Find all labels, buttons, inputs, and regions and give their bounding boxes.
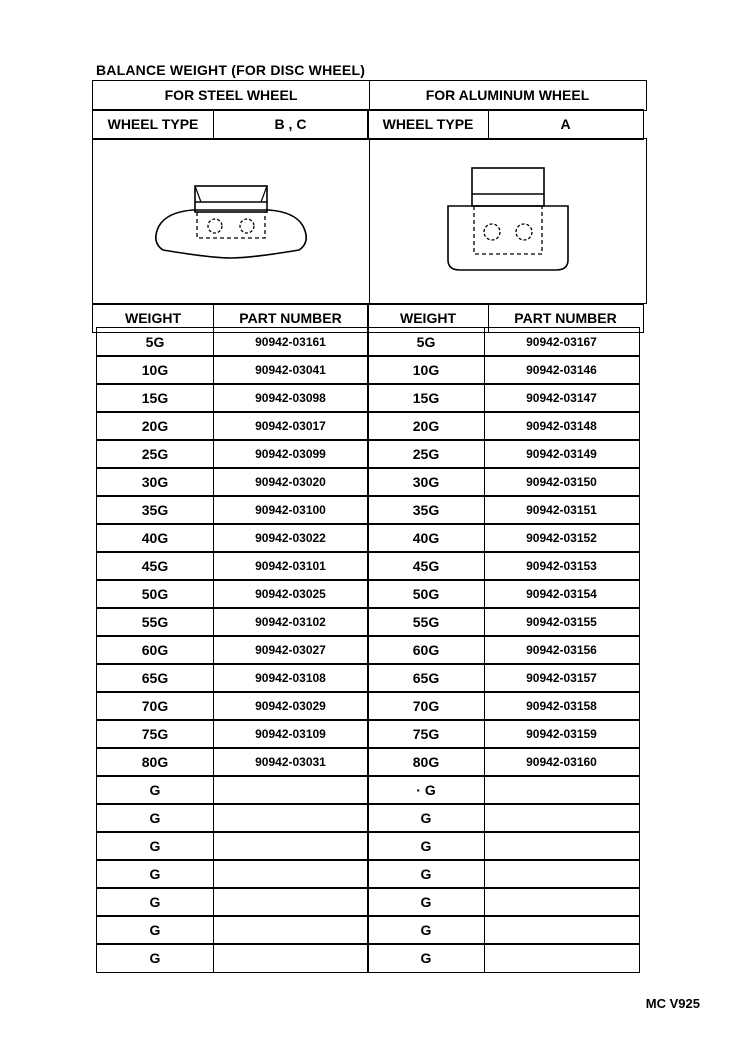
steel-part-number-cell: 90942-03025 — [213, 579, 369, 609]
steel-weight-cell: 20G — [96, 411, 214, 441]
aluminum-weight-cell: 10G — [367, 355, 485, 385]
steel-part-number-cell: 90942-03041 — [213, 355, 369, 385]
aluminum-weight-cell: G — [367, 803, 485, 833]
aluminum-part-number-cell: 90942-03156 — [484, 635, 640, 665]
aluminum-weight-cell: 70G — [367, 691, 485, 721]
steel-part-number-cell — [213, 859, 369, 889]
aluminum-weight-cell: 75G — [367, 719, 485, 749]
steel-part-number-cell: 90942-03102 — [213, 607, 369, 637]
steel-part-number-cell — [213, 803, 369, 833]
aluminum-part-number-cell: 90942-03152 — [484, 523, 640, 553]
steel-wheel-type-label: WHEEL TYPE — [92, 109, 214, 140]
table-row — [96, 467, 646, 495]
aluminum-part-number-cell: 90942-03147 — [484, 383, 640, 413]
steel-weight-cell: G — [96, 943, 214, 973]
steel-part-number-cell — [213, 887, 369, 917]
steel-weight-cell: G — [96, 803, 214, 833]
aluminum-wheel-type-value: A — [488, 109, 644, 140]
table-row — [96, 747, 646, 775]
steel-part-number-cell: 90942-03029 — [213, 691, 369, 721]
aluminum-part-number-cell: 90942-03160 — [484, 747, 640, 777]
steel-part-number-cell: 90942-03098 — [213, 383, 369, 413]
table-row — [96, 803, 646, 831]
table-row — [96, 383, 646, 411]
aluminum-part-number-cell: 90942-03153 — [484, 551, 640, 581]
aluminum-part-number-cell — [484, 859, 640, 889]
steel-wheel-type-value: B , C — [213, 109, 369, 140]
table-row — [96, 943, 646, 971]
aluminum-part-number-cell: 90942-03154 — [484, 579, 640, 609]
aluminum-weight-cell: 20G — [367, 411, 485, 441]
aluminum-weight-cell: · G — [367, 775, 485, 805]
steel-part-column-header: PART NUMBER — [213, 304, 369, 333]
table-row — [96, 691, 646, 719]
steel-weight-cell: G — [96, 775, 214, 805]
aluminum-weight-cell: G — [367, 831, 485, 861]
steel-weight-cell: 60G — [96, 635, 214, 665]
steel-part-number-cell — [213, 775, 369, 805]
aluminum-weight-cell: 35G — [367, 495, 485, 525]
table-row — [96, 719, 646, 747]
steel-part-number-cell: 90942-03108 — [213, 663, 369, 693]
aluminum-weight-cell: 55G — [367, 607, 485, 637]
aluminum-weight-cell: 40G — [367, 523, 485, 553]
steel-part-number-cell: 90942-03101 — [213, 551, 369, 581]
steel-part-number-cell: 90942-03022 — [213, 523, 369, 553]
steel-part-number-cell: 90942-03100 — [213, 495, 369, 525]
aluminum-part-number-cell — [484, 831, 640, 861]
steel-weight-cell: G — [96, 887, 214, 917]
table-row — [96, 579, 646, 607]
steel-weight-cell: G — [96, 859, 214, 889]
aluminum-part-number-cell — [484, 943, 640, 973]
table-row — [96, 831, 646, 859]
steel-balance-weight-icon — [131, 166, 331, 276]
aluminum-part-number-cell — [484, 775, 640, 805]
aluminum-part-number-cell: 90942-03158 — [484, 691, 640, 721]
table-row — [96, 411, 646, 439]
aluminum-part-number-cell: 90942-03167 — [484, 327, 640, 357]
aluminum-part-number-cell: 90942-03151 — [484, 495, 640, 525]
steel-wheel-header: FOR STEEL WHEEL — [92, 80, 370, 111]
steel-weight-cell: 25G — [96, 439, 214, 469]
aluminum-part-number-cell: 90942-03159 — [484, 719, 640, 749]
steel-weight-cell: 5G — [96, 327, 214, 357]
steel-weight-cell: 45G — [96, 551, 214, 581]
aluminum-part-number-cell: 90942-03157 — [484, 663, 640, 693]
steel-part-number-cell: 90942-03031 — [213, 747, 369, 777]
aluminum-part-number-cell — [484, 915, 640, 945]
steel-weight-figure — [92, 138, 370, 304]
aluminum-weight-cell: 60G — [367, 635, 485, 665]
table-row — [96, 523, 646, 551]
steel-part-number-cell: 90942-03017 — [213, 411, 369, 441]
steel-part-number-cell: 90942-03020 — [213, 467, 369, 497]
aluminum-wheel-header: FOR ALUMINUM WHEEL — [369, 80, 647, 111]
header-grid — [92, 80, 646, 331]
aluminum-part-number-cell: 90942-03149 — [484, 439, 640, 469]
aluminum-weight-cell: 80G — [367, 747, 485, 777]
table-row — [96, 915, 646, 943]
steel-weight-cell: 70G — [96, 691, 214, 721]
aluminum-balance-weight-icon — [408, 156, 608, 286]
steel-part-number-cell: 90942-03109 — [213, 719, 369, 749]
steel-weight-cell: 10G — [96, 355, 214, 385]
table-row — [96, 887, 646, 915]
aluminum-part-number-cell — [484, 803, 640, 833]
aluminum-weight-cell: 65G — [367, 663, 485, 693]
steel-weight-column-header: WEIGHT — [92, 304, 214, 333]
steel-part-number-cell — [213, 831, 369, 861]
table-row — [96, 635, 646, 663]
document-title: BALANCE WEIGHT (FOR DISC WHEEL) — [96, 62, 366, 78]
steel-weight-cell: 80G — [96, 747, 214, 777]
steel-weight-cell: 15G — [96, 383, 214, 413]
table-row — [96, 859, 646, 887]
steel-weight-cell: G — [96, 831, 214, 861]
steel-part-number-cell: 90942-03027 — [213, 635, 369, 665]
table-row — [96, 439, 646, 467]
aluminum-part-number-cell — [484, 887, 640, 917]
aluminum-weight-cell: G — [367, 943, 485, 973]
table-row — [96, 551, 646, 579]
aluminum-part-number-cell: 90942-03150 — [484, 467, 640, 497]
aluminum-weight-cell: 30G — [367, 467, 485, 497]
table-row — [96, 327, 646, 355]
aluminum-part-column-header: PART NUMBER — [488, 304, 644, 333]
aluminum-weight-cell: 25G — [367, 439, 485, 469]
steel-weight-cell: 75G — [96, 719, 214, 749]
table-row — [96, 355, 646, 383]
aluminum-weight-cell: G — [367, 859, 485, 889]
aluminum-weight-cell: 5G — [367, 327, 485, 357]
parts-table — [96, 327, 646, 971]
aluminum-weight-cell: G — [367, 915, 485, 945]
aluminum-wheel-type-label: WHEEL TYPE — [367, 109, 489, 140]
document-code: MC V925 — [645, 996, 700, 1011]
steel-weight-cell: G — [96, 915, 214, 945]
table-row — [96, 607, 646, 635]
steel-part-number-cell — [213, 943, 369, 973]
steel-weight-cell: 50G — [96, 579, 214, 609]
steel-weight-cell: 55G — [96, 607, 214, 637]
aluminum-weight-cell: 50G — [367, 579, 485, 609]
steel-weight-cell: 35G — [96, 495, 214, 525]
aluminum-part-number-cell: 90942-03146 — [484, 355, 640, 385]
steel-weight-cell: 65G — [96, 663, 214, 693]
steel-part-number-cell: 90942-03099 — [213, 439, 369, 469]
aluminum-weight-cell: 45G — [367, 551, 485, 581]
aluminum-weight-column-header: WEIGHT — [367, 304, 489, 333]
aluminum-weight-figure — [369, 138, 647, 304]
steel-weight-cell: 30G — [96, 467, 214, 497]
aluminum-part-number-cell: 90942-03155 — [484, 607, 640, 637]
steel-weight-cell: 40G — [96, 523, 214, 553]
aluminum-part-number-cell: 90942-03148 — [484, 411, 640, 441]
steel-part-number-cell — [213, 915, 369, 945]
table-row — [96, 495, 646, 523]
steel-part-number-cell: 90942-03161 — [213, 327, 369, 357]
aluminum-weight-cell: 15G — [367, 383, 485, 413]
table-row — [96, 775, 646, 803]
aluminum-weight-cell: G — [367, 887, 485, 917]
table-row — [96, 663, 646, 691]
